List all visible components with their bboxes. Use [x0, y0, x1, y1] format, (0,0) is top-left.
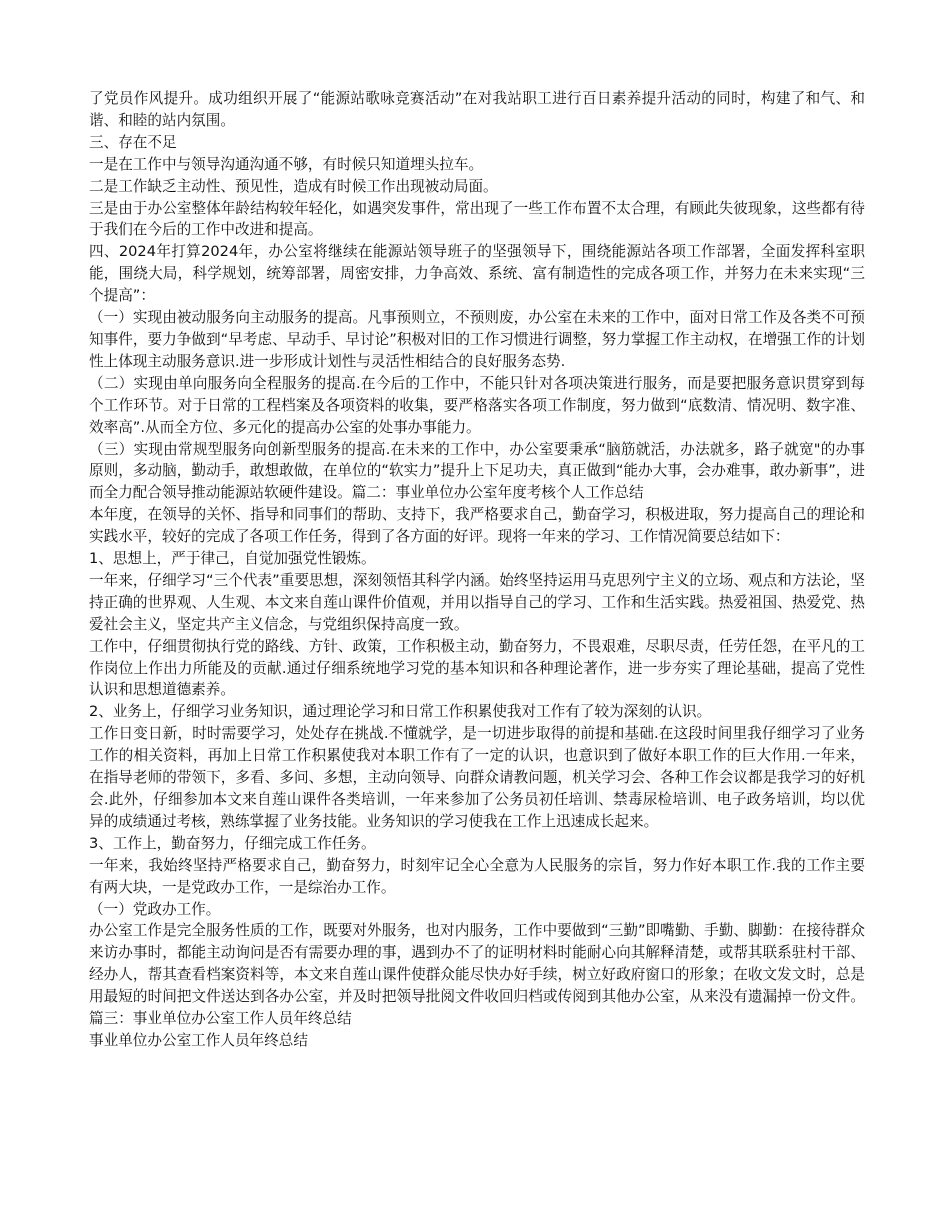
paragraph-ideology-study: 一年来，仔细学习“三个代表”重要思想，深刻领悟其科学内涵。始终坚持运用马克思列宁主义的立场、观点和方法论，坚持正确的世界观、人生观、本文来自莲山课件价值观，并用以指导自己的学习、工作和生活实践。热爱祖国、热爱党、热爱社会主义，坚定共产主义信念，与党组织保持高度一致。 [89, 571, 865, 633]
document-page [89, 88, 865, 1052]
paragraph-business-study: 工作日变日新，时时需要学习，处处存在挑战.不懂就学，是一切进步取得的前提和基础.在这段时间里我仔细学习了业务工作的相关资料，再加上日常工作积累使我对本职工作有了一定的认识，也意识到了做好本职工作的巨大作用.一年来，在指导老师的带领下，多看、多问、多想，主动向领导、向群众请教问题，机关学习会、各种工作会议都是我学习的好机会.此外，仔细参加本文来自莲山课件各类培训，一年来参加了公务员初任培训、禁毒尿检培训、电子政务培训，均以优异的成绩通过考核，熟练掌握了业务技能。业务知识的学习使我在工作上迅速成长起来。 [89, 725, 865, 830]
paragraph-party-style: 了党员作风提升。成功组织开展了“能源站歌咏竞赛活动”在对我站职工进行百日素养提升活动的同时，构建了和气、和谐、和睦的站内氛围。 [89, 90, 865, 129]
paragraph-shortcoming-3: 三是由于办公室整体年龄结构较年轻化，如遇突发事件，常出现了一些工作布置不太合理，有顾此失彼现象，这些都有待于我们在今后的工作中改进和提高。 [89, 199, 865, 239]
paragraph-ideology-work: 工作中，仔细贯彻执行党的路线、方针、政策，工作积极主动，勤奋努力，不畏艰难，尽职尽责，任劳任怨，在平凡的工作岗位上作出力所能及的贡献.通过仔细系统地学习党的基本知识和各种理论著作，进一步夯实了理论基础，提高了党性认识和思想道德素养。 [89, 637, 865, 699]
paragraph-improvement-1: （一）实现由被动服务向主动服务的提高。凡事预则立，不预则废，办公室在未来的工作中，面对日常工作及各类不可预知事件，要力争做到“早考虑、早动手、早讨论”积极对旧的工作习惯进行调整，努力掌握工作主动权，在增强工作的计划性上体现主动服务意识.进一步形成计划性与灵活性相结合的良好服务态势. [89, 309, 865, 370]
heading-party-office: （一）党政办工作。 [89, 900, 221, 918]
paragraph-improvement-3: （三）实现由常规型服务向创新型服务的提高.在未来的工作中，办公室要秉承“脑筋就活，办法就多，路子就宽"的办事原则，多动脑，勤动手，敢想敢做，在单位的“软实力”提升上下足功夫，真正做到“能办大事，会办难事，敢办新事”，进而全力配合领导推动能源站软硬件建设。篇二：事业单位办公室年度考核个人工作总结 [89, 440, 865, 502]
paragraph-work-overview: 一年来，我始终坚持严格要求自己，勤奋努力，时刻牢记全心全意为人民服务的宗旨，努力作好本职工作.我的工作主要有两大块，一是党政办工作，一是综治办工作。 [89, 856, 865, 896]
heading-year-end-summary: 事业单位办公室工作人员年终总结 [89, 1031, 308, 1049]
paragraph-improvement-2: （二）实现由单向服务向全程服务的提高.在今后的工作中，不能只针对各项决策进行服务，而是要把服务意识贯穿到每个工作环节。对于日常的工程档案及各项资料的收集，要严格落实各项工作制度，努力做到“底数清、情况明、数字准、效率高”.从而全方位、多元化的提高办公室的处事办事能力。 [89, 374, 865, 436]
paragraph-shortcoming-2: 二是工作缺乏主动性、预见性，造成有时候工作出现被动局面。 [89, 177, 498, 195]
paragraph-party-office-work: 办公室工作是完全服务性质的工作，既要对外服务，也对内服务，工作中要做到“三勤”即嘴勤、手勤、脚勤：在接待群众来访办事时，都能主动询问是否有需要办理的事，遇到办不了的证明材料时能耐心向其解释清楚，或帮其联系驻村干部、经办人，帮其查看档案资料等，本文来自莲山课件使群众能尽快办好手续，树立好政府窗口的形象；在收文发文时，总是用最短的时间把文件送达到各办公室，并及时把领导批阅文件收回归档或传阅到其他办公室，从来没有遗漏掉一份文件。篇三：事业单位办公室工作人员年终总结 [89, 922, 865, 1028]
heading-shortcomings: 三、存在不足 [89, 133, 177, 151]
heading-ideology: 1、思想上，严于律己，自觉加强党性锻炼。 [89, 550, 376, 568]
heading-work: 3、工作上，勤奋努力，仔细完成工作任务。 [89, 834, 376, 852]
paragraph-plan-2024: 四、2024年打算2024年，办公室将继续在能源站领导班子的坚强领导下，围绕能源站各项工作部署，全面发挥科室职能，围绕大局，科学规划，统筹部署，周密安排，力争高效、系统、富有制造性的完成各项工作，并努力在未来实现“三个提高”： [89, 243, 865, 305]
heading-business: 2、业务上，仔细学习业务知识，通过理论学习和日常工作积累使我对工作有了较为深刻的认识。 [89, 703, 712, 721]
paragraph-annual-intro: 本年度，在领导的关怀、指导和同事们的帮助、支持下，我严格要求自己，勤奋学习，积极进取，努力提高自己的理论和实践水平，较好的完成了各项工作任务，得到了各方面的好评。现将一年来的学习、工作情况简要总结如下： [89, 506, 865, 546]
paragraph-shortcoming-1: 一是在工作中与领导沟通沟通不够，有时候只知道埋头拉车。 [89, 155, 484, 173]
